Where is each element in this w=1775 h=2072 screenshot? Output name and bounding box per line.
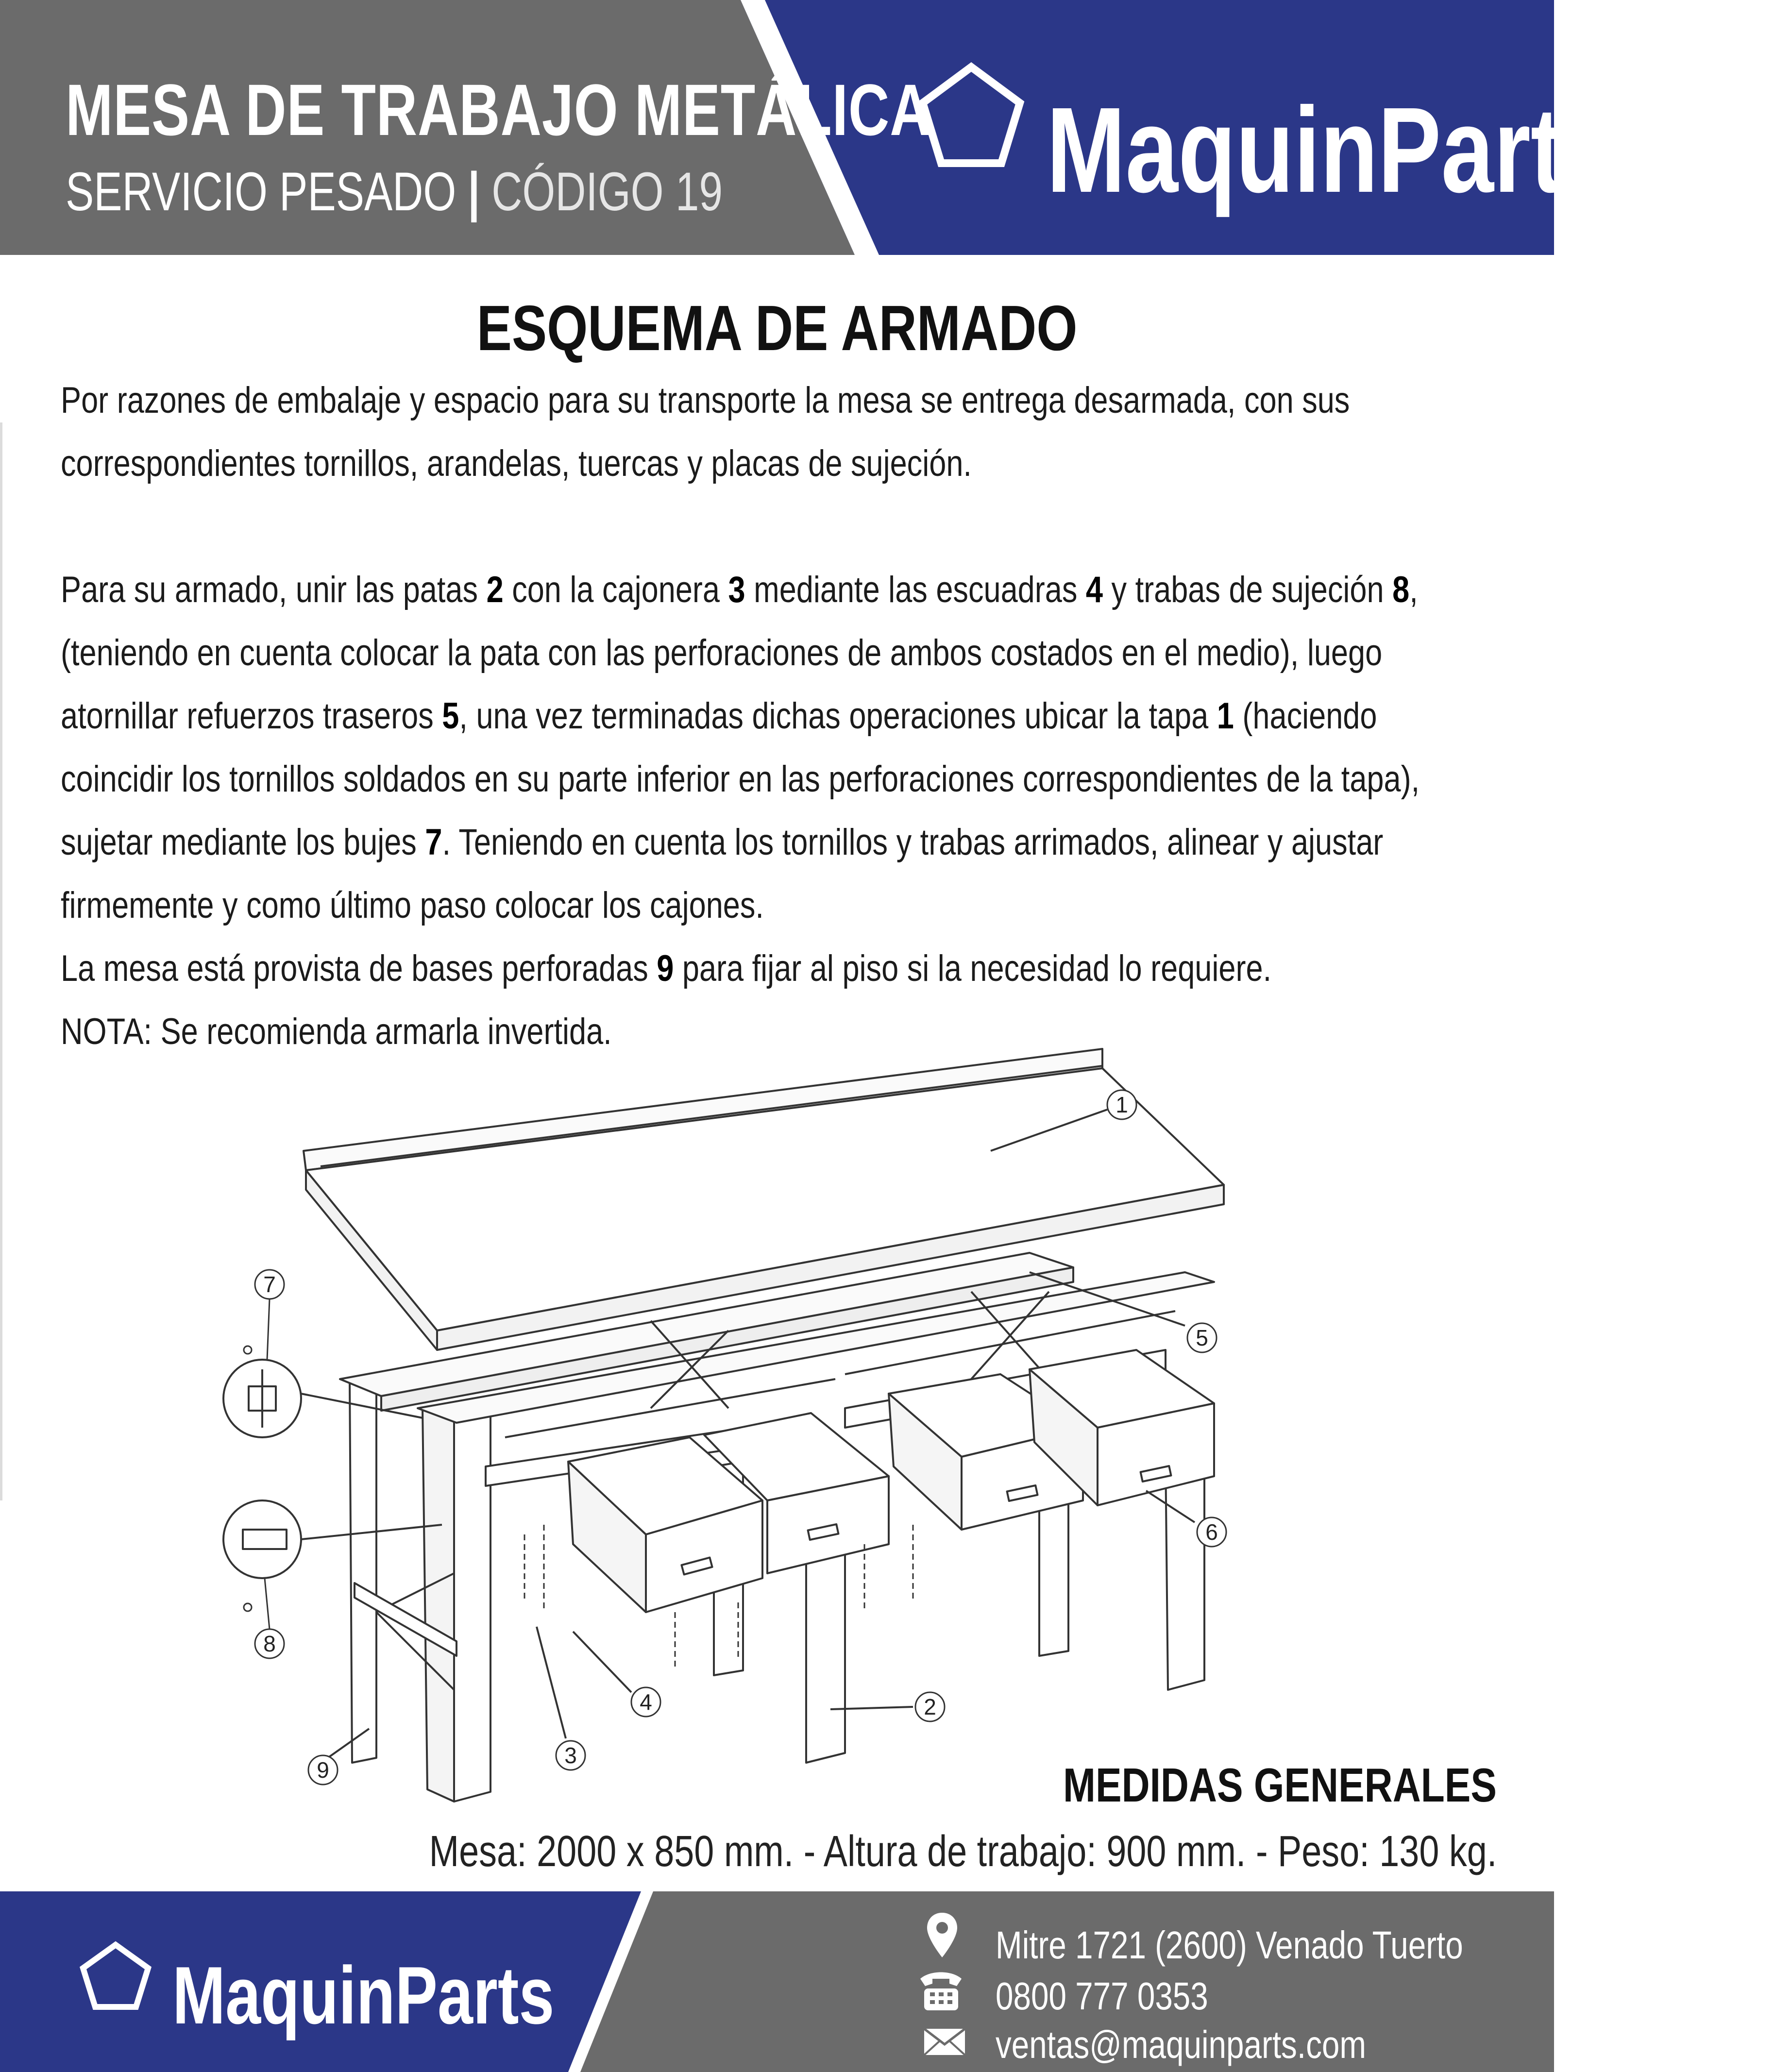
callout-8: [255, 1578, 284, 1658]
callout-7: [255, 1270, 284, 1360]
assembly-line: sujetar mediante los bujes 7. Teniendo en cuenta los tornillos y trabas arrimados, alinear y ajustar: [61, 822, 1384, 863]
brand-logo-text: MaquinParts: [1047, 82, 1615, 218]
assembly-line: coincidir los tornillos soldados en su parte inferior en las perforaciones correspondientes de la tapa),: [61, 758, 1420, 800]
intro-line: correspondientes tornillos, arandelas, tuercas y placas de sujeción.: [61, 443, 972, 484]
callout-9: [308, 1755, 338, 1785]
callout-3: [556, 1741, 585, 1770]
svg-text:3: 3: [564, 1743, 577, 1768]
assembly-line: atornillar refuerzos traseros 5, una vez terminadas dichas operaciones ubicar la tapa 1 (haciendo: [61, 695, 1377, 737]
assembly-line: (teniendo en cuenta colocar la pata con las perforaciones de ambos costados en el medio), luego: [61, 632, 1383, 674]
svg-text:1: 1: [1116, 1092, 1128, 1117]
address-text: Mitre 1721 (2600) Venado Tuerto: [996, 1923, 1463, 1967]
callout-2: [915, 1692, 945, 1721]
svg-text:4: 4: [640, 1689, 652, 1715]
section-title: ESQUEMA DE ARMADO: [476, 292, 1078, 364]
svg-text:6: 6: [1205, 1519, 1218, 1545]
callout-4: [631, 1687, 660, 1717]
assembly-diagram: [214, 1039, 1282, 1816]
svg-text:2: 2: [924, 1694, 936, 1719]
page-title: MESA DE TRABAJO METÁLICA: [66, 69, 931, 151]
phone-text: 0800 777 0353: [996, 1974, 1208, 2018]
svg-text:8: 8: [263, 1631, 276, 1656]
callout-6: [1197, 1517, 1226, 1547]
footer-banner: [0, 1891, 1554, 2072]
callout-5: [1187, 1323, 1217, 1352]
assembly-line: firmemente y como último paso colocar los cajones.: [61, 885, 764, 926]
svg-text:5: 5: [1196, 1325, 1208, 1350]
svg-text:7: 7: [263, 1272, 276, 1297]
email-icon: [923, 2027, 966, 2056]
footer-brand: MaquinParts: [172, 1950, 555, 2041]
location-pin-icon: [925, 1911, 959, 1959]
assembly-line: La mesa está provista de bases perforadas 9 para fijar al piso si la necesidad lo requiere.: [61, 948, 1272, 989]
assembly-line: NOTA: Se recomienda armarla invertida.: [61, 1011, 612, 1052]
assembly-line: Para su armado, unir las patas 2 con la cajonera 3 mediante las escuadras 4 y trabas de sujeción 8,: [61, 569, 1418, 610]
edge-mark: [0, 422, 2, 1500]
page-subtitle: SERVICIO PESADO | CÓDIGO 19: [66, 161, 723, 222]
clamp-detail: [223, 1500, 301, 1578]
intro-paragraph: [61, 369, 1496, 495]
measures-title: MEDIDAS GENERALES: [1063, 1758, 1497, 1812]
intro-line: Por razones de embalaje y espacio para su transporte la mesa se entrega desarmada, con sus: [61, 380, 1350, 421]
phone-icon: [915, 1969, 966, 2013]
svg-text:9: 9: [317, 1757, 329, 1783]
header-banner: [0, 0, 1615, 255]
email-text: ventas@maquinparts.com: [996, 2023, 1367, 2066]
assembly-paragraph: [61, 558, 1496, 1063]
callout-1: [1107, 1090, 1136, 1119]
measures-text: Mesa: 2000 x 850 mm. - Altura de trabajo: 900 mm. - Peso: 130 kg.: [429, 1827, 1497, 1876]
